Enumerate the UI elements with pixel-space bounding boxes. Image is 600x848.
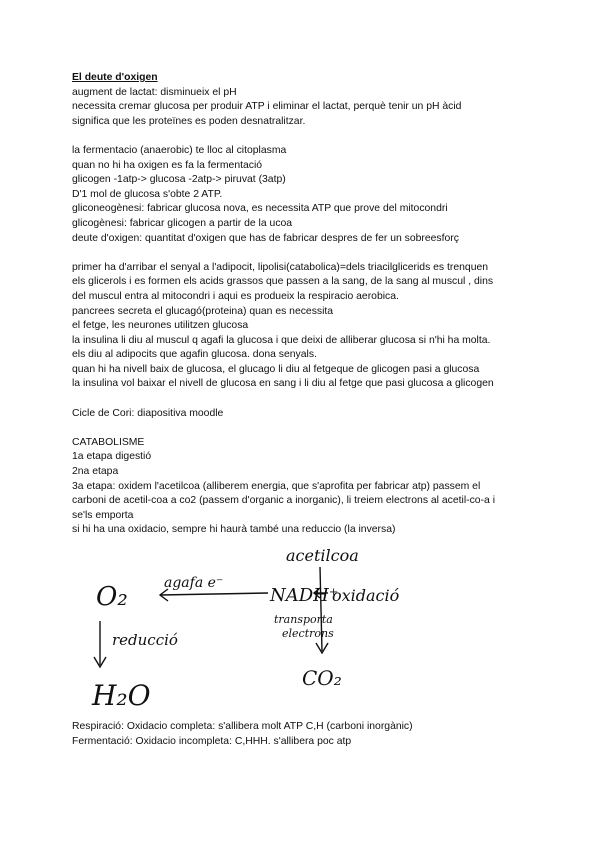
text-line: si hi ha una oxidacio, sempre hi haurà també una reduccio (la inversa) [72,524,396,536]
text-line: els glicerols i es formen els acids grassos que passen a la sang, de la sang al muscul , dins [72,276,494,288]
text-line: deute d'oxigen: quantitat d'oxigen que has de fabricar despres de fer un sobreesforç [72,232,459,244]
sketch-oxidacio: oxidació [332,586,400,605]
text-line: Fermentació: Oxidacio incompleta: C,HHH. s'allibera poc atp [72,735,352,747]
sketch-reduccio: reducció [112,631,178,649]
section-heading: CATABOLISME [72,436,145,448]
sketch-h2o: H₂O [92,679,151,712]
text-line: del muscul entra al mitocondri i aqui es produeix la respiracio aerobica. [72,290,399,302]
text-line: la insulina li diu al muscul q agafi la glucosa i que deixi de alliberar glucosa si n'hi ha molta. [72,334,491,346]
text-line: D'1 mol de glucosa s'obte 2 ATP. [72,188,223,200]
text-line: 2na etapa [72,466,119,478]
paragraph-gap [72,421,542,436]
text-line: pancrees secreta el glucagó(proteina) quan es necessita [72,305,334,317]
document-body [72,71,542,538]
text-line: la fermentacio (anaerobic) te lloc al citoplasma [72,144,287,156]
text-line: els diu al adipocits que agafin glucosa. dona senyals. [72,349,317,361]
text-line: quan no hi ha oxigen es fa la fermentació [72,159,263,171]
text-line: 3a etapa: oxidem l'acetilcoa (alliberem energia, que s'aprofita per fabricar atp) passem el [72,480,481,492]
text-line: Respiració: Oxidacio completa: s'allibera molt ATP C,H (carboni inorgànic) [72,721,413,732]
summary-lines [72,720,413,749]
handwritten-diagram [78,543,536,715]
sketch-acetilcoa: acetilcoa [286,546,359,565]
text-line: primer ha d'arribar el senyal a l'adipocit, lipolisi(catabolica)=dels triacilglicerids es trenquen [72,261,489,273]
paragraph-gap [72,246,542,261]
paragraph-gap [72,392,542,407]
sketch-arrow-left [160,593,268,595]
text-line: glicogènesi: fabricar glicogen a partir de la ucoa [72,217,293,229]
text-line: el fetge, les neurones utilitzen glucosa [72,320,249,332]
text-line: se'ls emporta [72,509,134,521]
text-line: 1a etapa digestió [72,451,152,463]
sketch-o2: O₂ [96,582,128,612]
sketch-nadh: NADH⁺ [270,585,339,606]
sketch-co2: CO₂ [302,666,342,690]
text-line: gliconeogènesi: fabricar glucosa nova, es necessita ATP que prove del mitocondri [72,203,448,215]
text-line: augment de lactat: disminueix el pH [72,86,237,98]
sketch-electrons: electrons [282,627,334,640]
text-line: carboni de acetil-coa a co2 (passem d'organic a inorganic), li treiem electrons al acetil-co-a i [72,495,496,507]
text-line: necessita cremar glucosa per produir ATP i eliminar el lactat, perquè tenir un pH àcid [72,101,462,113]
text-line: quan hi ha nivell baix de glucosa, el glucago li diu al fetgeque de glicogen pasi a glucosa [72,363,480,375]
sketch-agafa-label: agafa e⁻ [164,575,224,591]
sketch-transporta: transporta [274,613,333,626]
text-line: Cicle de Cori: diapositiva moodle [72,407,224,419]
text-line: glicogen -1atp-> glucosa -2atp-> piruvat (3atp) [72,174,286,186]
document-title: El deute d'oxigen [72,72,158,83]
text-line: significa que les proteïnes es poden desnatralitzar. [72,115,306,127]
paragraph-gap [72,129,542,144]
text-line: la insulina vol baixar el nivell de glucosa en sang i li diu al fetge que pasi glucosa a glicogen [72,378,494,390]
